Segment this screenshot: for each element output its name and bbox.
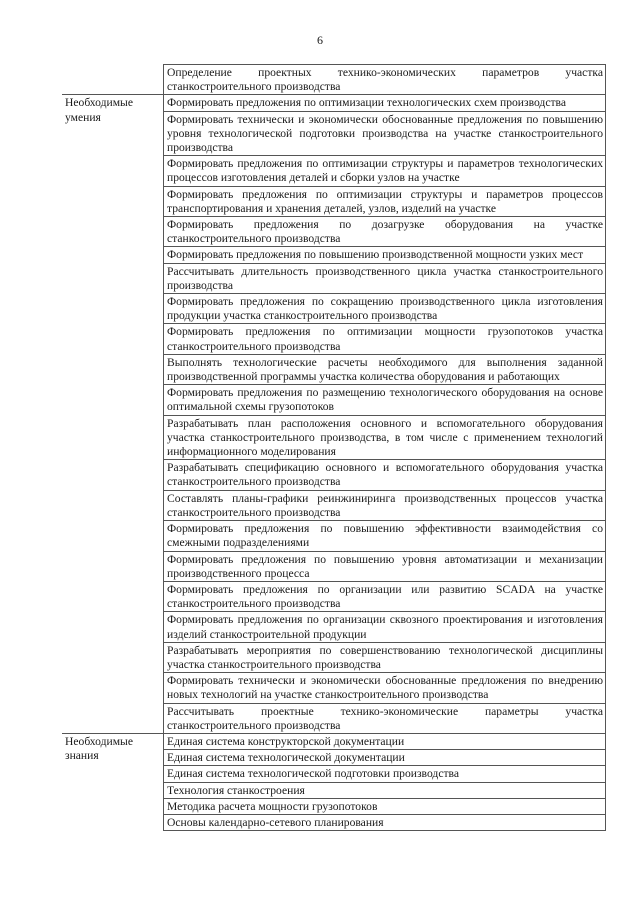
table-cell-item: Формировать предложения по организации или развитию SCADA на участке станкостроительного производства xyxy=(164,581,606,611)
table-cell-item: Формировать предложения по сокращению производственного цикла изготовления продукции участка станкостроительного производства xyxy=(164,294,606,324)
table-row xyxy=(62,733,606,749)
table-row xyxy=(62,95,606,111)
table-cell-item: Единая система технологической подготовки производства xyxy=(164,766,606,782)
table-cell-item: Формировать предложения по повышению эффективности взаимодействия со смежными подразделениями xyxy=(164,521,606,551)
table-cell-item: Формировать предложения по повышению уровня автоматизации и механизации производственного процесса xyxy=(164,551,606,581)
table-cell-item: Определение проектных технико-экономических параметров участка станкостроительного производства xyxy=(164,65,606,95)
table-cell-item: Основы календарно-сетевого планирования xyxy=(164,814,606,830)
table-cell-item: Рассчитывать длительность производственного цикла участка станкостроительного производства xyxy=(164,263,606,293)
row-group-label: Необходимые умения xyxy=(62,95,164,734)
table-cell-item: Методика расчета мощности грузопотоков xyxy=(164,798,606,814)
requirements-table xyxy=(62,64,606,831)
table-cell-item: Формировать предложения по оптимизации структуры и параметров процессов транспортирования и хранения деталей, узлов, изделий на участке xyxy=(164,186,606,216)
table-cell-item: Формировать предложения по дозагрузке оборудования на участке станкостроительного производства xyxy=(164,217,606,247)
table-cell-item: Формировать предложения по повышению производственной мощности узких мест xyxy=(164,247,606,263)
table-cell-item: Разрабатывать план расположения основного и вспомогательного оборудования участка станкостроительного производства, в том числе с применением технологий информационного моделирования xyxy=(164,415,606,460)
row-group-label: Необходимые знания xyxy=(62,733,164,830)
table-cell-item: Формировать технически и экономически обоснованные предложения по внедрению новых технологий на участке станкостроительного производства xyxy=(164,673,606,703)
table-cell-item: Рассчитывать проектные технико-экономические параметры участка станкостроительного производства xyxy=(164,703,606,733)
table-cell-item: Составлять планы-графики реинжиниринга производственных процессов участка станкостроительного производства xyxy=(164,490,606,520)
table-cell-item: Формировать предложения по размещению технологического оборудования на основе оптимальной схемы грузопотоков xyxy=(164,385,606,415)
table-cell-item: Разрабатывать мероприятия по совершенствованию технологической дисциплины участка станкостроительного производства xyxy=(164,642,606,672)
table-cell-item: Формировать предложения по оптимизации структуры и параметров технологических процессов изготовления деталей и сборки узлов на участке xyxy=(164,156,606,186)
table-cell-item: Разрабатывать спецификацию основного и вспомогательного оборудования участка станкостроительного производства xyxy=(164,460,606,490)
table-cell-item: Формировать предложения по оптимизации мощности грузопотоков участка станкостроительного производства xyxy=(164,324,606,354)
table-cell-item: Выполнять технологические расчеты необходимого для выполнения заданной производственной программы участка количества оборудования и работающих xyxy=(164,354,606,384)
table-row xyxy=(62,65,606,95)
table-cell-item: Технология станкостроения xyxy=(164,782,606,798)
table-cell-item: Формировать предложения по оптимизации технологических схем производства xyxy=(164,95,606,111)
row-group-label-empty xyxy=(62,65,164,95)
table-cell-item: Формировать технически и экономически обоснованные предложения по повышению уровня технологической подготовки производства на участке станкостроительного производства xyxy=(164,111,606,156)
table-cell-item: Единая система технологической документации xyxy=(164,750,606,766)
table-cell-item: Единая система конструкторской документации xyxy=(164,733,606,749)
page-number: 6 xyxy=(317,33,323,47)
table-cell-item: Формировать предложения по организации сквозного проектирования и изготовления изделий станкостроительной продукции xyxy=(164,612,606,642)
